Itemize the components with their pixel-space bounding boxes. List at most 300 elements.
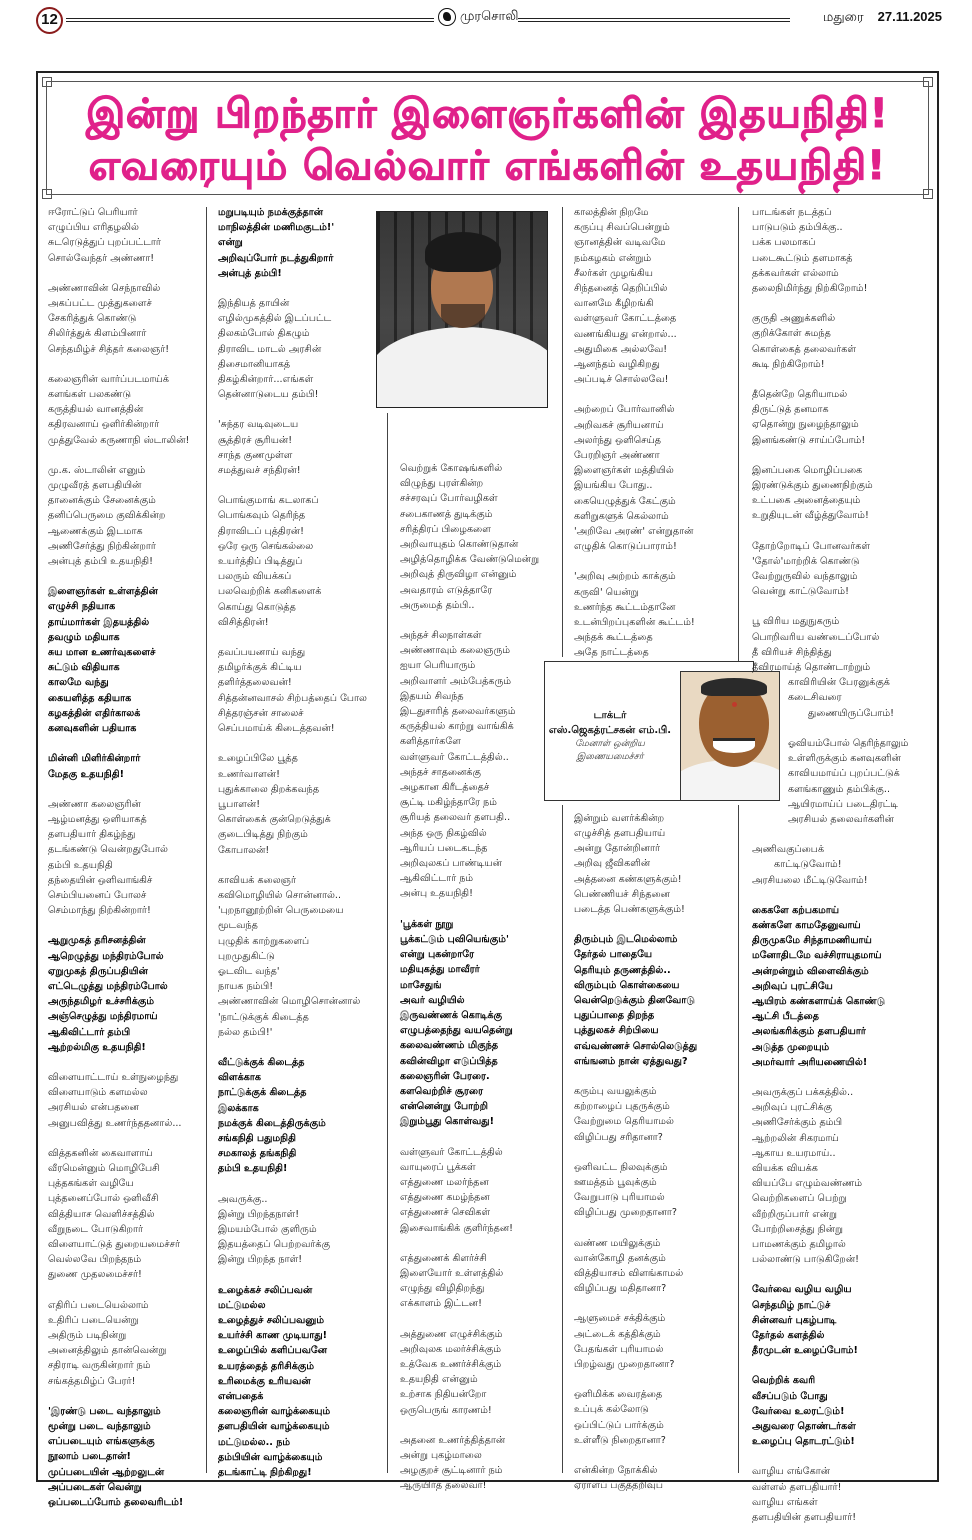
headline-banner xyxy=(46,81,929,195)
poem-line: தேர்தல் களத்தில் xyxy=(752,1330,825,1341)
poem-line: காவியக் கலைஞர் xyxy=(218,874,296,886)
poem-line: அந்தக் கூட்டத்தை xyxy=(574,632,653,644)
poem-line: வீட்டுக்குக் கிடைத்த xyxy=(218,1056,305,1068)
poem-line: கொய்து கொடுத்த xyxy=(218,601,296,613)
poem-stanza xyxy=(574,1387,734,1448)
poem-line: உதயநிதி என்னும் xyxy=(400,1374,478,1386)
poem-stanza xyxy=(48,1404,203,1510)
poem-line: அண்ணாவின் மொழிசொன்னால் xyxy=(218,996,361,1008)
poem-line: கோபாலன்! xyxy=(218,844,270,856)
poem-line: அரசியலை மீட்டிடுவோம்! xyxy=(752,874,868,886)
poem-line: தமிழர்க்குக் கிட்டிய xyxy=(218,662,302,674)
poem-line: உற்சாக நிதியன்றோ xyxy=(400,1389,487,1401)
poem-stanza xyxy=(752,1373,932,1449)
poem-line: தெரியும் தருணத்தில்.. xyxy=(574,964,671,976)
poem-line: காலமே வந்து xyxy=(48,677,109,689)
poem-line: இதயம் சிவந்த xyxy=(400,690,464,702)
poem-stanza xyxy=(400,1327,560,1418)
poem-line: திசைமானியாகத் xyxy=(218,358,291,370)
poem-line: எழுச்சித் தளபதியாய் xyxy=(574,827,666,839)
poem-line: என்று புகன்றாரே xyxy=(400,949,475,961)
poem-line: கையளித்த கதியாக xyxy=(48,692,132,704)
poem-line: ஆளுமைச் சக்திக்கும் xyxy=(574,1313,666,1325)
poem-line: சொல்வேந்தர் அண்ணா! xyxy=(48,252,155,264)
poem-stanza xyxy=(400,1145,560,1236)
poem-line: தீவிரமாய்த் தொண்டாற்றும் xyxy=(752,662,871,674)
poem-line: திகழ்கின்றார்...எங்கள் xyxy=(218,374,314,386)
poem-line: வான்கோழி தனக்கும் xyxy=(574,1252,666,1264)
poem-line: எத்துணைக் கிளர்ச்சி xyxy=(400,1252,487,1264)
masthead-rule-right xyxy=(518,18,790,22)
column-divider xyxy=(738,805,739,1473)
poem-line: காலத்தின் நிறமே xyxy=(574,207,649,218)
poem-stanza xyxy=(218,751,383,857)
poem-line: அதிரும் படிநின்று xyxy=(48,1330,127,1341)
poem-stanza xyxy=(752,842,932,888)
poem-line: புறமுதுகிட்டு xyxy=(218,950,275,962)
poem-line: அழித்தொழிக்க வேண்டுமென்று xyxy=(400,554,540,566)
masthead xyxy=(0,0,972,40)
poem-line: தடங்காட்டி நிற்கிறது! xyxy=(218,1467,312,1479)
poem-line: மறுபடியும் நமக்குத்தான் xyxy=(218,207,324,218)
poem-stanza xyxy=(752,311,932,372)
poem-line: ஈரோட்டுப் பெரியார் xyxy=(48,207,138,218)
poem-line: இறும்பூது கொள்வது! xyxy=(400,1116,494,1128)
headline-line-2: எவரையும் வெல்வார் எங்களின் உதயநிதி! xyxy=(88,143,887,189)
poem-line: இமயம்போல் குளிரும் xyxy=(218,1223,317,1235)
poem-line: திருட்டுத் தனமாக xyxy=(752,404,829,416)
poem-line: பொங்கவும் தெரிந்த xyxy=(218,510,306,522)
poem-line: குடைபிடித்து நிற்கும் xyxy=(218,829,308,841)
poem-line: தவப்பயனாய் வந்து xyxy=(218,647,306,659)
poem-line: உழைத்துச் சலிப்பவனும் xyxy=(218,1315,325,1326)
poem-line: அதுவரை தொண்டர்கள் xyxy=(752,1421,856,1433)
poem-line: புத்துலகச் சிற்பியை xyxy=(574,1025,659,1037)
poem-line: திராவிட மாடல் அரசின் xyxy=(218,343,322,355)
poem-stanza xyxy=(752,736,932,827)
poem-line: சிலிர்த்துக் கிளம்பினார் xyxy=(48,328,147,340)
poem-line: விளையாட்டுத் துறையமைச்சர் xyxy=(48,1238,180,1250)
poem-line: விழிப்பது முறைதானா? xyxy=(574,1207,677,1219)
poem-stanza xyxy=(218,1055,383,1177)
poem-line: எதிரிப் படையெல்லாம் xyxy=(48,1299,149,1311)
poem-stanza xyxy=(48,205,203,266)
poem-line: கருத்தியல் காற்று வாங்கிக் xyxy=(400,721,514,733)
poem-line: திரும்பும் இடமெல்லாம் xyxy=(574,934,678,946)
poem-line: ஆகிவிட்டார் தம்பி xyxy=(48,1026,131,1038)
poem-line: கூடி நிற்கிறோம்! xyxy=(752,358,825,370)
poem-line: நல்ல தம்பி!' xyxy=(218,1026,273,1038)
poem-line: பூக்கட்டும் புவியெங்கும்' xyxy=(400,933,509,945)
poem-line: கரும்பு வயலுக்கும் xyxy=(574,1085,657,1097)
poem-line: அத்தனை கண்களுக்கும்! xyxy=(574,873,682,885)
poem-line: ஐயா பெரியாரும் xyxy=(400,660,476,672)
poem-line: புத்தனைப்போல் ஒளிவீசி xyxy=(48,1193,159,1205)
poem-line: அலர்ந்து ஒளிசெய்த xyxy=(574,434,662,446)
poem-line: இதயத்தைப் பெற்றவர்க்கு xyxy=(218,1239,331,1251)
poem-line: திருமுகமே சிந்தாமணியாய் xyxy=(752,935,872,947)
poem-line: வண்ண மயிலுக்கும் xyxy=(574,1237,661,1249)
poem-stanza xyxy=(218,417,383,478)
poem-line: தளபதியின் வாழ்க்கையும் xyxy=(218,1421,330,1433)
poem-line: தோற்றோடிப் போனவர்கள் xyxy=(752,540,871,552)
poem-line: இளைஞர்கள் மத்தியில் xyxy=(574,465,674,477)
poem-line: அறிவுலக மலர்ச்சிக்கும் xyxy=(400,1343,502,1355)
poem-line: மதியுகத்து மாவீரர் xyxy=(400,964,480,976)
page-number-badge: 12 xyxy=(36,7,63,34)
poem-line: ஆழ்மனத்து ஒளியாகத் xyxy=(48,813,147,825)
poem-stanza xyxy=(400,628,560,902)
poem-line: எவ்வண்ணச் சொல்லெடுத்து xyxy=(574,1040,698,1052)
poem-line: தந்தையின் ஒளிவாங்கிச் xyxy=(48,874,153,886)
poem-line: நூலாம் படைதான்! xyxy=(48,1451,131,1463)
poem-line: நமக்குக் கிடைத்திருக்கும் xyxy=(218,1117,326,1129)
poem-line: பக்க பலமாகப் xyxy=(752,237,816,249)
portrait-photo xyxy=(376,211,548,408)
poem-line: அவருக்குப் பக்கத்தில்.. xyxy=(752,1086,854,1098)
poem-line: அருந்தமிழர் உச்சரிக்கும் xyxy=(48,996,155,1008)
poem-stanza xyxy=(574,1311,734,1372)
poem-line: அருமைத் தம்பி.. xyxy=(400,599,475,611)
poem-line: எத்துணைச் செவிகள் xyxy=(400,1207,491,1219)
poem-line: களங்காணும் தம்பிக்கு.. xyxy=(788,783,891,795)
poem-line: கலைஞரின் வாழ்க்கையும் xyxy=(218,1406,331,1418)
poem-stanza xyxy=(218,645,383,736)
poem-stanza xyxy=(752,1085,932,1267)
poem-line: உள்ளிருக்கும் கனவுகளின் xyxy=(788,753,901,765)
poem-column-5 xyxy=(752,205,932,1540)
poem-line: ஆருயிர்த் தலைவர்! xyxy=(400,1480,487,1492)
poem-line: அணிவகுப்பைக் xyxy=(752,844,825,856)
poem-line: ஒப்படைப்போம் தலைவரிடம்! xyxy=(48,1497,184,1509)
poem-stanza xyxy=(48,1146,203,1283)
poem-line: ஓடவிட வந்த' xyxy=(218,965,280,977)
poem-line: அதே நாட்டத்தை xyxy=(574,647,649,659)
poem-line: வேர்வை உலரட்டும்! xyxy=(752,1405,845,1417)
poem-line: உடன்பிறப்புகளின் கூட்டம்! xyxy=(574,617,695,629)
article-frame xyxy=(36,71,939,1524)
poem-line: வியக்க வியக்க xyxy=(752,1162,818,1174)
poem-line: பொறிவரிய வண்டைப்போல் xyxy=(752,631,880,643)
poem-line: எப்படையும் எங்களுக்கு xyxy=(48,1436,155,1448)
poem-column-4 xyxy=(574,205,734,1508)
poem-line: எழில்முகத்தில் இடப்பட்ட xyxy=(218,313,332,325)
poem-line: ஆனந்தம் வழிகிறது xyxy=(574,359,660,371)
poem-line: அண்ணா கலைஞரின் xyxy=(48,798,141,810)
poem-line: பேரறிஞர் அண்ணா xyxy=(574,450,660,462)
poem-line: படைகூட்டும் தளமாகத் xyxy=(752,252,853,264)
poem-stanza xyxy=(752,614,932,720)
poem-line: ஏதொன்று நுழைந்தாலும் xyxy=(752,419,859,431)
poem-line: சதிராடி வருகின்றார் நம் xyxy=(48,1360,151,1372)
poem-line: புதுக்காலை திறக்கவந்த xyxy=(218,783,320,795)
poem-line: அன்றன்றும் விளைவிக்கும் xyxy=(752,965,869,977)
poem-line: கற்றாழைப் புதருக்கும் xyxy=(574,1101,670,1113)
poem-line: அன்று புகழ்மாலை xyxy=(400,1449,482,1461)
poem-line: சூத்திரச் சூரியன்! xyxy=(218,434,293,446)
poem-line: இன்று பிறந்த நாள்! xyxy=(218,1254,303,1266)
poem-line: காவிரியின் பேரனுக்குக் xyxy=(788,677,890,689)
poem-line: ஊமத்தம் பூவுக்கும் xyxy=(574,1176,657,1188)
poem-line: அலங்கரிக்கும் தளபதியார் xyxy=(752,1026,866,1038)
poem-line: மட்டுமல்ல.. நம் xyxy=(218,1436,291,1448)
poem-line: இசைவாங்கிக் குளிர்ந்தன! xyxy=(400,1222,514,1234)
poem-line: நாயக நம்பி! xyxy=(218,981,274,993)
poem-line: சச்சரவுப் போர்வழிகள் xyxy=(400,493,498,505)
poem-stanza xyxy=(48,797,203,919)
column-divider xyxy=(206,207,207,1473)
poem-stanza xyxy=(574,1084,734,1145)
poem-line: அதுமிகை அல்லவே! xyxy=(574,343,668,355)
poem-line: இனங்கண்டு சாய்ப்போம்! xyxy=(752,434,866,446)
poem-line: எங்ஙனம் நான் ஏத்துவது? xyxy=(574,1055,688,1067)
poem-line: ஆகாய உயரமாய்.. xyxy=(752,1147,836,1159)
poem-line: மு.க. ஸ்டாலின் எனும் xyxy=(48,464,146,476)
poem-line: வீசப்படும் போது xyxy=(752,1390,828,1402)
poem-line: நம்கழகம் என்றும் xyxy=(574,252,652,264)
poem-line: இன்றும் வளர்க்கின்ற xyxy=(574,812,665,824)
poem-line: அறிவு ஜீவிகளின் xyxy=(574,858,651,870)
issue-date: 27.11.2025 xyxy=(877,9,942,24)
poem-stanza xyxy=(48,281,203,357)
poem-line: உரிமைக்கு உரியவன் xyxy=(218,1375,311,1387)
poem-line: உத்வேக உணர்ச்சிக்கும் xyxy=(400,1358,502,1370)
poem-line: தளபதியார் திகழ்ந்து xyxy=(48,829,136,841)
corner-ornament-icon xyxy=(923,77,933,87)
poem-line: மாநிலத்தின் மணிமகுடம்!' xyxy=(218,222,335,234)
poem-line: மின்னி மிளிர்கின்றார் xyxy=(48,753,141,765)
poem-stanza xyxy=(400,461,560,613)
poem-line: அன்று தோன்றினார் xyxy=(574,843,660,855)
poem-line: அறிவுப் புரட்சிக்கு xyxy=(752,1102,833,1114)
poem-line: உழைப்பிலே பூத்த xyxy=(218,753,298,765)
poem-line: என்று xyxy=(218,237,243,249)
column-divider xyxy=(387,413,388,1473)
poem-line: சூரியத் தலைவர் தளபதி.. xyxy=(400,812,511,824)
poem-line: வானமே கீழிறங்கி xyxy=(574,298,654,310)
poem-line: விழிப்பது சரிதானா? xyxy=(574,1131,663,1143)
poem-line: இளையோர் உள்ளத்தில் xyxy=(400,1267,504,1279)
author-role: மேனாள் ஒன்றிய xyxy=(575,739,645,749)
poem-line: வாழிய எங்கள் xyxy=(752,1496,818,1508)
poem-stanza xyxy=(574,1463,734,1493)
poem-line: அணிசேர்த்து நிற்கின்றார் xyxy=(48,540,156,552)
poem-stanza xyxy=(752,205,932,296)
poem-stanza xyxy=(400,1251,560,1312)
poem-line: வேற்றுமை தெரியாமல் xyxy=(574,1116,674,1128)
poem-line: சூட்டி மகிழ்ந்தாரே நம் xyxy=(400,797,497,809)
poem-line: அறிவுத் திருவிழா என்னும் xyxy=(400,569,517,581)
poem-line: 'பூக்கள் நூறு xyxy=(400,918,454,930)
poem-stanza xyxy=(752,1464,932,1525)
poem-stanza xyxy=(48,933,203,1055)
poem-line: அண்ணாவும் கலைஞரும் xyxy=(400,645,511,657)
poem-line: செம்பியனைப் போலச் xyxy=(48,889,147,901)
poem-line: கழகத்தின் எதிர்காலக் xyxy=(48,707,141,719)
poem-line: வெற்றிக் கவரி xyxy=(752,1375,816,1387)
poem-line: மேதகு உதயநிதி! xyxy=(48,768,124,780)
poem-line: தனிப்பெருமை குவிக்கின்ற xyxy=(48,510,166,522)
poem-stanza xyxy=(574,1160,734,1221)
poem-line: மனோதிடமே வச்சிராயுதமாய் xyxy=(752,950,882,962)
poem-stanza xyxy=(400,917,560,1130)
poem-line: ஆட்சி பீடத்தை xyxy=(752,1011,819,1023)
poem-line: களித்தார்களே xyxy=(400,736,461,748)
poem-line: கண்களே காமதேனுவாய் xyxy=(752,919,861,931)
poem-line: கலைஞரின் வார்ப்படமாய்க் xyxy=(48,373,169,385)
poem-line: உயரத்தைத் தரிசிக்கும் xyxy=(218,1360,315,1372)
poem-line: விளையாட்டாய் உள்நுழைந்து xyxy=(48,1071,179,1083)
poem-line: கடைசிவரை xyxy=(788,692,842,704)
poem-line: என்னென்று போற்றி xyxy=(400,1101,488,1113)
column-divider xyxy=(562,805,563,1473)
column-divider xyxy=(738,207,739,672)
poem-line: வள்ளல் தளபதியார்! xyxy=(752,1481,842,1493)
poem-column-3 xyxy=(400,461,560,1509)
poem-line: அறிவாயுதம் கொண்டுதான் xyxy=(400,539,519,551)
poem-line: சித்தன்னவாசல் சிற்பத்தைப் போல xyxy=(218,692,368,704)
poem-line: சமகாலத் தங்கநிதி xyxy=(218,1148,297,1160)
paper-logo xyxy=(438,8,519,26)
poem-column-1 xyxy=(48,205,203,1525)
poem-line: அறிவுப்போர் நடத்துகிறார் xyxy=(218,252,334,264)
poem-line: களவெற்றிச் சூரரை xyxy=(400,1085,484,1097)
poem-line: அனுபவித்து உணர்ந்ததனால்... xyxy=(48,1117,182,1129)
poem-line: வீற்றிருப்பார் என்று xyxy=(752,1208,838,1220)
poem-stanza xyxy=(218,493,383,630)
masthead-rule-left xyxy=(66,18,434,22)
poem-line: அறிவாளர் அம்பேத்கரும் xyxy=(400,675,512,687)
poem-line: சீலர்கள் முழங்கிய xyxy=(574,267,653,279)
poem-stanza xyxy=(752,463,932,524)
poem-line: இரண்டுக்கும் துணைநிற்கும் xyxy=(752,480,873,492)
poem-line: ஆயிரமாய்ப் படைதிரட்டி xyxy=(788,798,899,810)
poem-line: வாழிய எங்கோன் xyxy=(752,1466,831,1478)
poem-line: கனவுகளின் பதியாக xyxy=(48,723,137,735)
poem-line: ஏராளப் பகுத்தறிவுப் xyxy=(574,1480,663,1492)
poem-line: உணர்ந்த கூட்டம்தானே xyxy=(574,601,676,613)
poem-line: இனப்பகை மொழிப்பகை xyxy=(752,464,863,476)
murasoli-emblem-icon xyxy=(438,8,456,26)
poem-line: தம்பி உதயநிதி! xyxy=(218,1163,288,1175)
poem-line: பூபாளன்! xyxy=(218,798,261,810)
poem-line: உறுதியுடன் வீழ்த்துவோம்! xyxy=(752,510,869,522)
poem-line: அப்படைகள் வென்று xyxy=(48,1481,142,1493)
poem-line: பாடங்கள் நடத்தப் xyxy=(752,207,832,218)
poem-line: 'இரண்டு படை வந்தாலும் xyxy=(48,1405,161,1417)
poem-line: 'நாட்டுக்குக் கிடைத்த xyxy=(218,1011,309,1023)
poem-line: துணை முதலமைச்சர்! xyxy=(48,1269,142,1281)
poem-line: இடதுசாரித் தலைவர்களும் xyxy=(400,706,516,718)
poem-line: விளக்காக xyxy=(218,1072,261,1084)
poem-line: அவருக்கு.. xyxy=(218,1193,268,1205)
poem-stanza xyxy=(574,569,734,660)
poem-line: காவியமாய்ப் புறப்பட்டுக் xyxy=(788,768,900,780)
poem-line: 'அறிவே அரண்' என்றுதான் xyxy=(574,526,694,538)
poem-line: என்கின்ற நோக்கில் xyxy=(574,1465,658,1476)
poem-line: வென்றெடுக்கும் தினவோடு xyxy=(574,994,695,1006)
poem-line: தீதென்றே தெரியாமல் xyxy=(752,389,848,401)
poem-line: வென்று காட்டுவோம்! xyxy=(752,586,849,598)
poem-line: முப்படையின் ஆற்றலுடன் xyxy=(48,1466,165,1478)
poem-line: கருப்பு சிவப்பென்றும் xyxy=(574,222,670,234)
poem-line: சின்னவர் புகழ்பாடி xyxy=(752,1314,837,1326)
poem-line: பலவெற்றிக் கனிகளைக் xyxy=(218,586,322,598)
poem-line: என்பதைக் xyxy=(218,1391,264,1403)
poem-line: கதிரவனாய் ஒளிர்கின்றார் xyxy=(48,419,160,431)
poem-line: எட்டெழுத்து மந்திரம்போல் xyxy=(48,980,168,992)
poem-line: துணையிருப்போம்! xyxy=(808,707,895,719)
poem-stanza xyxy=(752,387,932,448)
poem-line: அணிசேர்க்கும் தம்பி xyxy=(752,1117,843,1129)
poem-line: வேறுபாடு புரியாமல் xyxy=(574,1192,665,1204)
poem-column-2 xyxy=(218,205,383,1495)
poem-stanza xyxy=(574,402,734,554)
poem-line: தீ விரியச் சிந்தித்து xyxy=(752,646,832,658)
poem-line: எக்காளம் இட்டன! xyxy=(400,1298,482,1310)
poem-line: ஆணைக்கும் இடமாக xyxy=(48,525,143,537)
poem-line: ஒப்பிட்டுப் பார்க்கும் xyxy=(574,1419,664,1431)
poem-line: பிறழ்வது முறைதானா? xyxy=(574,1358,675,1370)
poem-line: ஞானத்தின் வடிவமே xyxy=(574,237,666,249)
author-role: இணையமைச்சர் xyxy=(576,752,644,762)
poem-line: மூன்று படை வந்தாலும் xyxy=(48,1421,151,1433)
poem-line: உழைப்பு தொடரட்டும்! xyxy=(752,1436,855,1448)
poem-line: மாசேதுங் xyxy=(400,979,442,991)
poem-line: புழுதிக் காற்றுகளைப் xyxy=(218,935,310,947)
poem-stanza xyxy=(574,1236,734,1297)
poem-line: தக்கவர்கள் எல்லாம் xyxy=(752,267,839,279)
poem-line: ஆரியப் படைகடந்த xyxy=(400,842,488,854)
poem-line: அடுத்த முறையும் xyxy=(752,1041,830,1053)
poem-line: காட்டிடுவோம்! xyxy=(774,859,842,871)
poem-line: ஒரே ஒரு செங்கல்லை xyxy=(218,540,314,552)
poem-line: ஒளிவட்ட நிலவுக்கும் xyxy=(574,1161,668,1173)
poem-line: தடங்கண்டு வென்றதுபோல் xyxy=(48,844,168,856)
poem-line: கவிமொழியில் சொன்னால்.. xyxy=(218,889,342,901)
poem-line: தம்பியின் வாழ்க்கையும் xyxy=(218,1451,323,1463)
poem-line: உழைக்கச் சலிப்பவன் xyxy=(218,1284,313,1296)
author-name: எஸ்.ஜெகத்ரட்சகன் எம்.பி. xyxy=(548,725,672,736)
poem-line: சேகரித்துக் கொண்டு xyxy=(48,313,137,325)
poem-line: படைத்த பெண்களுக்கும்! xyxy=(574,903,685,915)
poem-line: விழிப்பது மதிதானா? xyxy=(574,1283,667,1295)
poem-line: ஆறெழுத்து மந்திரம்போல் xyxy=(48,950,164,962)
poem-line: கைகளே கற்பகமாய் xyxy=(752,904,840,916)
poem-line: எத்துணை கமழ்ந்தன xyxy=(400,1192,490,1204)
poem-line: இன்று பிறந்தநாள்! xyxy=(218,1208,300,1220)
poem-line: பெண்ணியச் சிந்தனை xyxy=(574,888,670,900)
poem-line: வியப்பே எழும்வண்ணம் xyxy=(752,1178,863,1190)
poem-line: தம்பி உதயநிதி xyxy=(48,859,113,871)
poem-line: வேற்றுருவில் வந்தாலும் xyxy=(752,571,858,583)
poem-stanza xyxy=(218,873,383,1040)
poem-line: ஆகிவிட்டார் நம் xyxy=(400,873,474,885)
poem-line: விழுந்து புரள்கின்ற xyxy=(400,478,484,490)
poem-line: கலைஞரின் பேரரை. xyxy=(400,1070,490,1082)
poem-line: அண்ணாவின் செந்நாவில் xyxy=(48,282,161,294)
poem-line: உயர்ச்சி காண முடியாது! xyxy=(218,1330,328,1342)
corner-ornament-icon xyxy=(42,77,52,87)
poem-line: சுய மான உணர்வுகளைச் xyxy=(48,647,156,659)
poem-line: அரசியல் என்பதனை xyxy=(48,1102,139,1114)
poem-line: அத்துணை எழுச்சிக்கும் xyxy=(400,1328,503,1340)
poem-line: அப்படிச் சொல்லவே! xyxy=(574,374,669,386)
poem-line: 'புறநானூற்றின் பெருமையை xyxy=(218,905,344,917)
poem-line: களிறுகளுக் கெல்லாம் xyxy=(574,510,669,522)
poem-line: இருவண்ணக் கொடிக்கு xyxy=(400,1009,503,1021)
poem-line: ஆற்றலின் சிகரமாய் xyxy=(752,1132,839,1144)
